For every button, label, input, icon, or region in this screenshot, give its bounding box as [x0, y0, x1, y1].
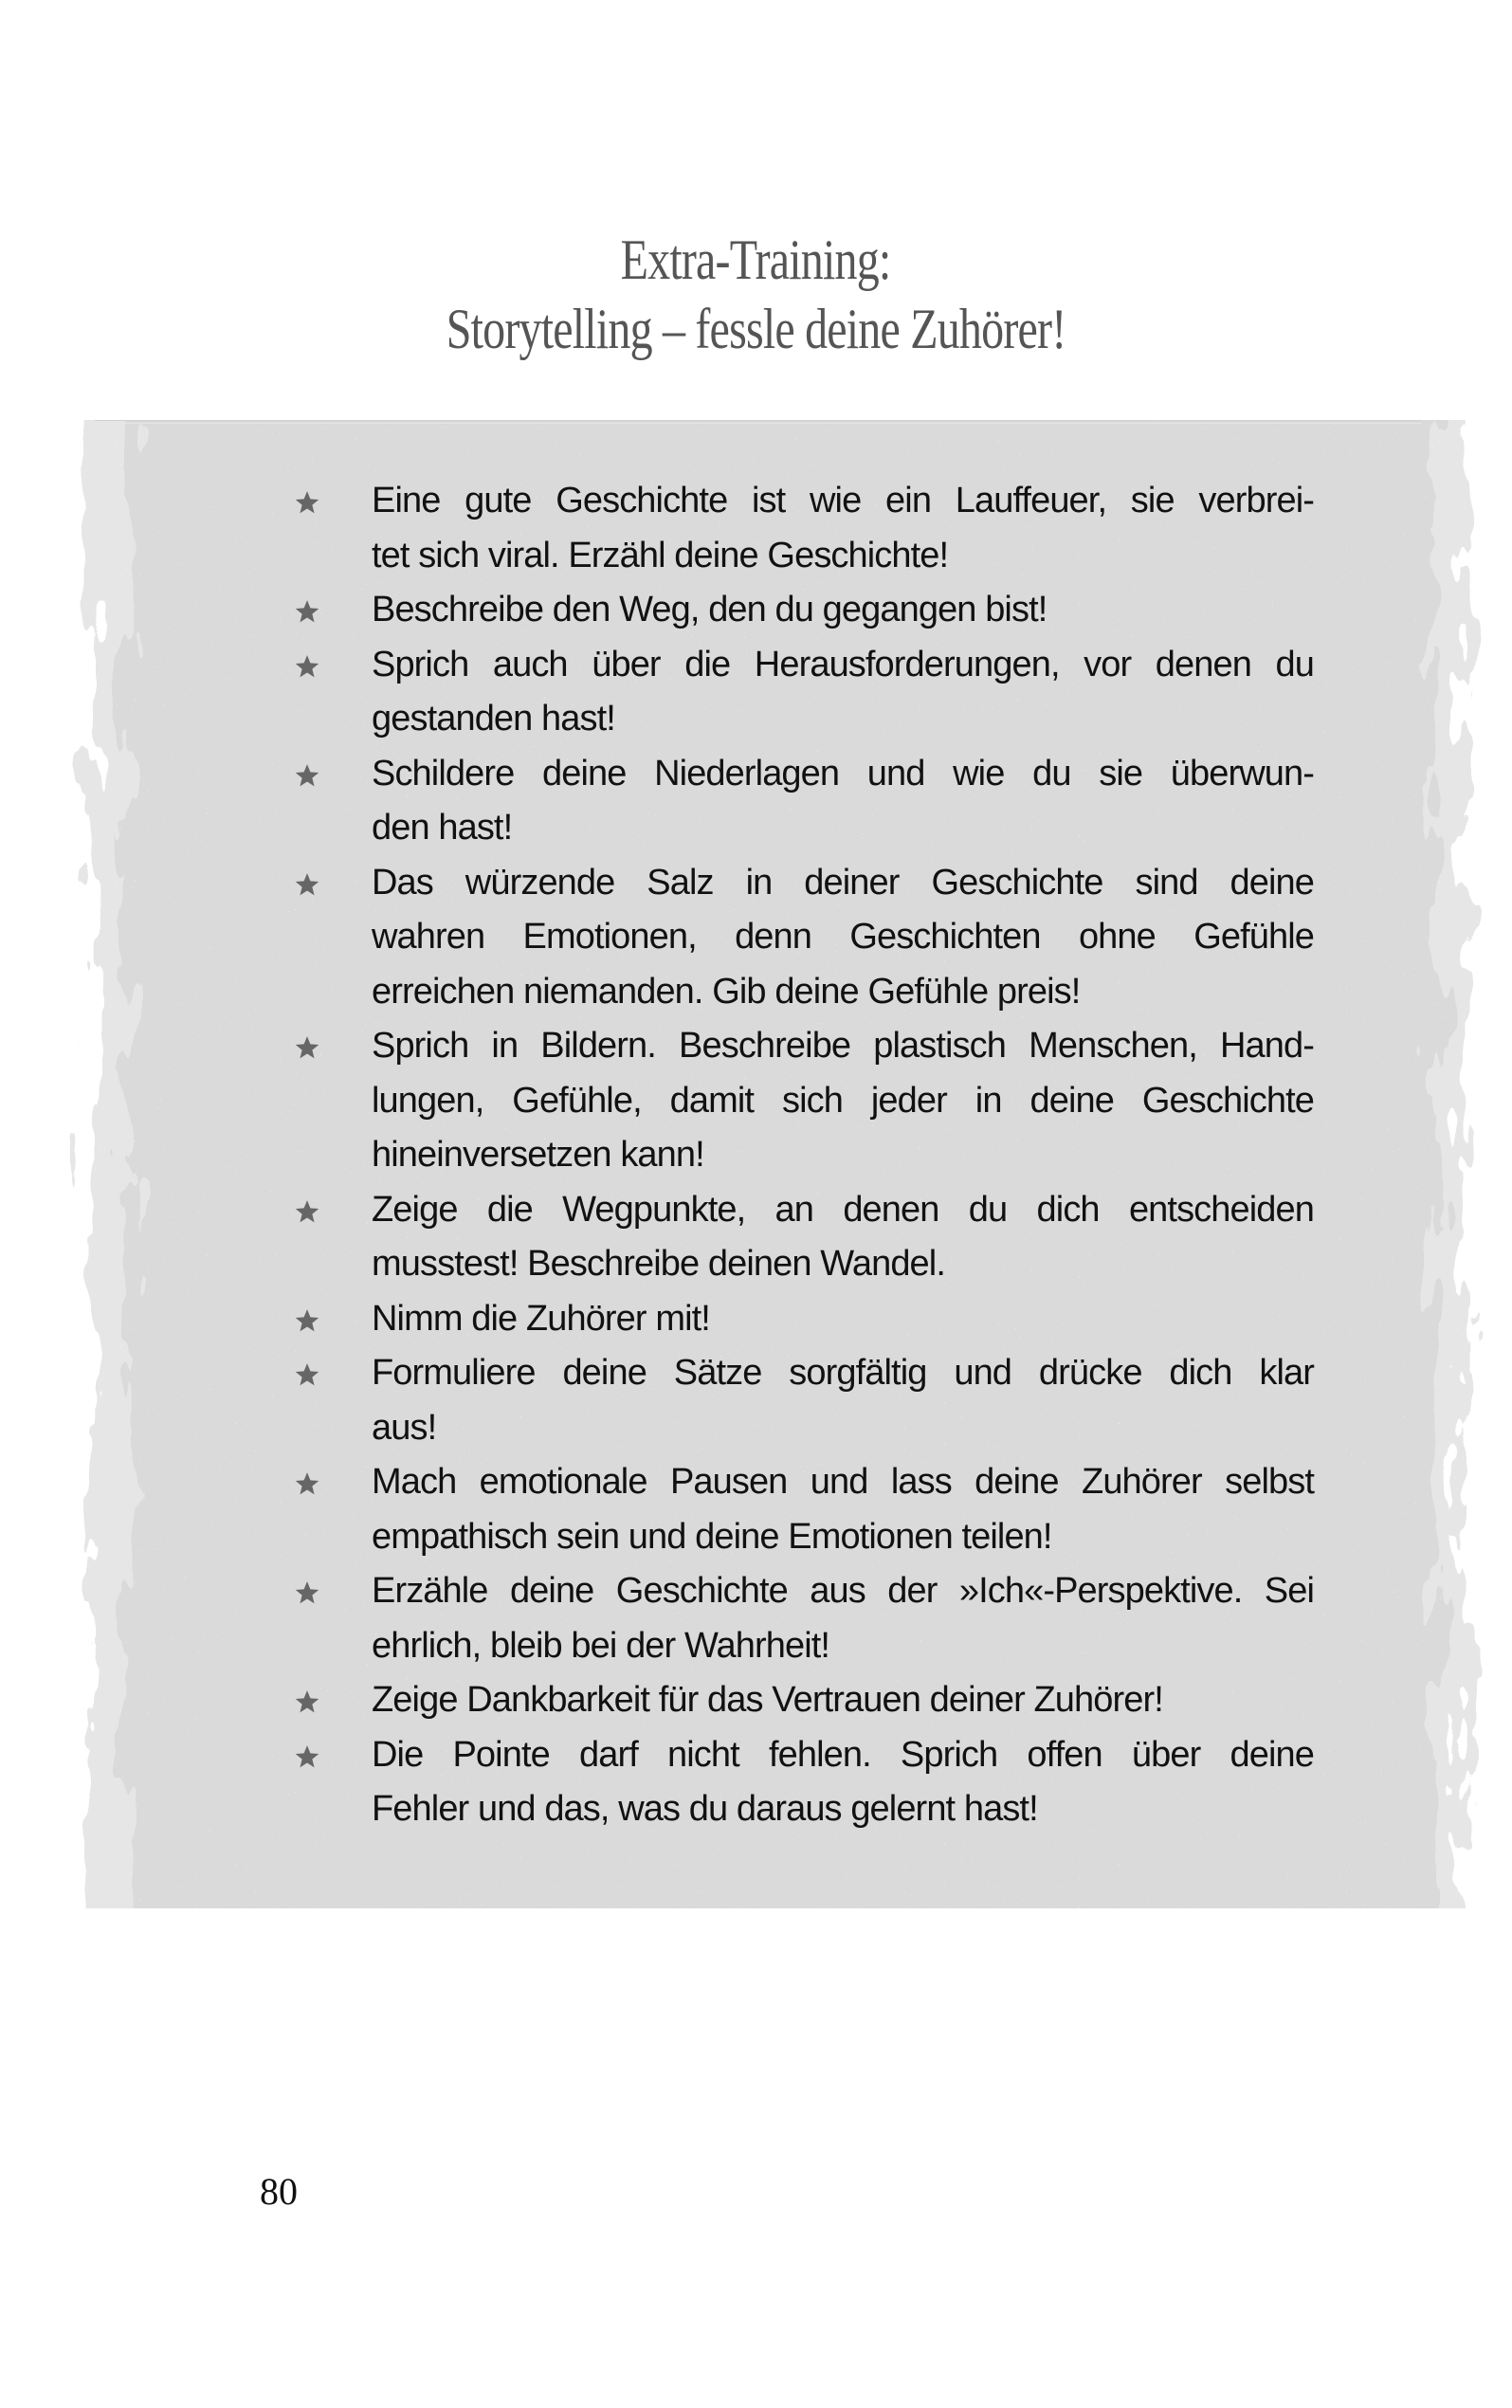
star-icon — [294, 593, 320, 620]
title-line-1: Extra-Training: — [621, 228, 891, 291]
list-item — [284, 1019, 1318, 1183]
list-item-text-line: Zeige Dankbarkeit für das Vertrauen deiner Zuhörer! — [372, 1680, 1163, 1720]
list-item — [284, 856, 1318, 1020]
list-item-text-line: Formuliere deine Sätze sorgfältig und drücke dich klar — [372, 1353, 1314, 1393]
list-item-text-line: erreichen niemanden. Gib deine Gefühle preis! — [372, 971, 1081, 1012]
list-item — [284, 1564, 1318, 1673]
list-item — [284, 638, 1318, 747]
list-item-text-line: Beschreibe den Weg, den du gegangen bist! — [372, 590, 1047, 629]
list-item-text-line: hineinversetzen kann! — [372, 1135, 704, 1175]
star-icon — [294, 1575, 320, 1601]
list-item-text-line: Eine gute Geschichte ist wie ein Lauffeuer, sie verbrei- — [372, 481, 1314, 520]
list-item-text-line: ehrlich, bleib bei der Wahrheit! — [372, 1625, 830, 1666]
list-item-text-line: aus! — [372, 1407, 437, 1448]
star-icon — [294, 484, 320, 511]
list-item — [284, 1183, 1318, 1292]
page-number: 80 — [260, 2170, 298, 2213]
list-item-text-line: gestanden hast! — [372, 699, 615, 739]
list-item-text-line: Sprich auch über die Herausforderungen, vor denen du — [372, 644, 1314, 684]
list-item-text-line: Das würzende Salz in deiner Geschichte sind deine — [372, 862, 1314, 903]
list-item — [284, 747, 1318, 856]
list-item-text-line: Nimm die Zuhörer mit! — [372, 1298, 710, 1339]
list-item-text-line: musstest! Beschreibe deinen Wandel. — [372, 1244, 945, 1284]
list-item — [284, 1455, 1318, 1564]
star-icon — [294, 1357, 320, 1383]
list-item — [284, 583, 1318, 638]
list-item-text-line: Sprich in Bildern. Beschreibe plastisch Menschen, Hand- — [372, 1026, 1314, 1066]
list-item-text-line: Die Pointe darf nicht fehlen. Sprich offen über deine — [372, 1734, 1314, 1775]
list-item-text-line: lungen, Gefühle, damit sich jeder in deine Geschichte — [372, 1080, 1314, 1121]
list-item-text-line: empathisch sein und deine Emotionen teilen! — [372, 1516, 1052, 1557]
storytelling-tips-list — [284, 474, 1318, 1837]
list-item-text-line: Zeige die Wegpunkte, an denen du dich entscheiden — [372, 1189, 1314, 1230]
list-item — [284, 1728, 1318, 1837]
list-item — [284, 1292, 1318, 1347]
star-icon — [294, 1194, 320, 1220]
star-icon — [294, 1030, 320, 1056]
star-icon — [294, 648, 320, 675]
page-title — [0, 226, 1512, 364]
list-item-text-line: Fehler und das, was du daraus gelernt hast! — [372, 1789, 1038, 1829]
list-item-text-line: Mach emotionale Pausen und lass deine Zuhörer selbst — [372, 1462, 1314, 1502]
list-item — [284, 474, 1318, 583]
list-item-text-line: wahren Emotionen, denn Geschichten ohne Gefühle — [372, 917, 1314, 957]
star-icon — [294, 1739, 320, 1765]
star-icon — [294, 757, 320, 784]
star-icon — [294, 1684, 320, 1710]
title-line-2: Storytelling – fessle deine Zuhörer! — [446, 298, 1066, 360]
list-item — [284, 1673, 1318, 1728]
list-item-text-line: den hast! — [372, 808, 513, 848]
list-item-text-line: Erzähle deine Geschichte aus der »Ich«-Perspektive. Sei — [372, 1571, 1314, 1611]
star-icon — [294, 1303, 320, 1329]
list-item-text-line: tet sich viral. Erzähl deine Geschichte! — [372, 535, 949, 575]
star-icon — [294, 867, 320, 893]
list-item — [284, 1346, 1318, 1455]
list-item-text-line: Schildere deine Niederlagen und wie du sie überwun- — [372, 753, 1314, 794]
star-icon — [294, 1466, 320, 1492]
